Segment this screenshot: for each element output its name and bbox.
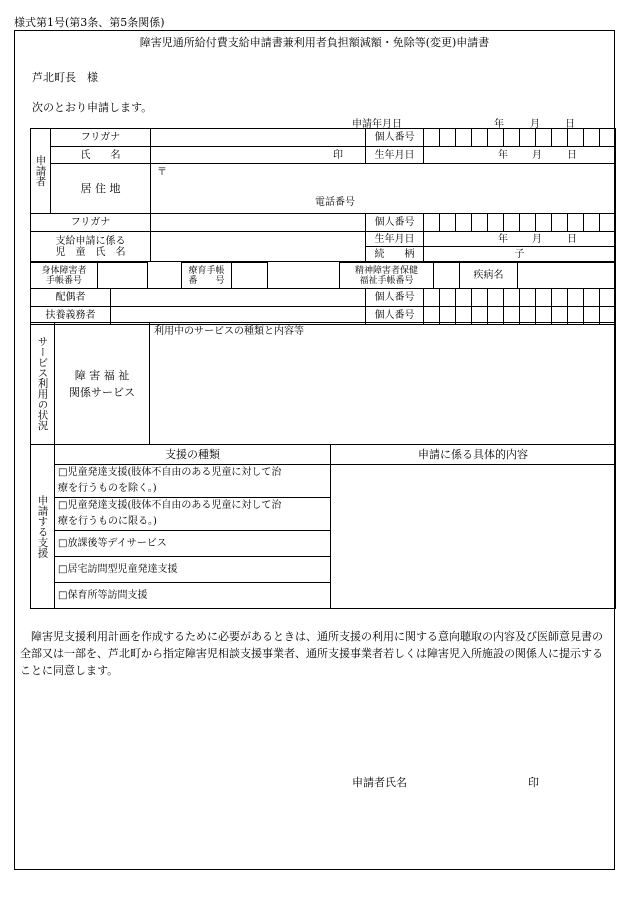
supporter-label: 扶養義務者 bbox=[31, 307, 111, 325]
applicant-name-field[interactable] bbox=[151, 147, 366, 164]
intro-text: 次のとおり申請します。 bbox=[32, 101, 153, 114]
applicant-furigana-field[interactable] bbox=[151, 129, 366, 147]
application-date-day: 日 bbox=[565, 119, 575, 130]
support-item-3[interactable]: □放課後等デイサービス bbox=[55, 531, 331, 557]
disease-label: 疾病名 bbox=[460, 263, 518, 289]
service-use-table bbox=[30, 322, 616, 445]
mental-cert-field[interactable] bbox=[434, 263, 460, 289]
form-number: 様式第1号(第3条、第5条関係) bbox=[14, 16, 165, 29]
application-date-month: 月 bbox=[530, 119, 540, 130]
phone-label: 電話番号 bbox=[315, 197, 355, 208]
ryoiku-cert-label: 療育手帳 番 号 bbox=[182, 263, 232, 289]
applicant-address-field[interactable] bbox=[151, 164, 616, 214]
support-table bbox=[30, 444, 616, 609]
certificate-table bbox=[30, 262, 616, 289]
child-birthdate-label: 生年月日 bbox=[366, 232, 424, 247]
family-table bbox=[30, 288, 616, 325]
child-furigana-field[interactable] bbox=[151, 214, 366, 232]
signature-label: 申請者氏名 bbox=[352, 776, 407, 789]
applicant-birthdate-label: 生年月日 bbox=[366, 147, 424, 164]
postal-mark: 〒 bbox=[157, 167, 167, 178]
support-item-1[interactable]: □児童発達支援(肢体不自由のある児童に対して治 療を行うものを除く。) bbox=[55, 465, 331, 498]
spouse-kojin-bangou-label: 個人番号 bbox=[366, 289, 424, 307]
form-title: 障害児通所給付費支給申請書兼利用者負担額減額・免除等(変更)申請書 bbox=[139, 36, 490, 49]
spouse-label: 配偶者 bbox=[31, 289, 111, 307]
support-item-4[interactable]: □居宅訪問型児童発達支援 bbox=[55, 557, 331, 583]
support-detail-field[interactable] bbox=[331, 465, 616, 609]
support-type-header: 支援の種類 bbox=[55, 445, 331, 465]
child-kojin-bangou-label: 個人番号 bbox=[366, 214, 424, 232]
service-use-row-label: 障 害 福 祉 関係サービス bbox=[55, 323, 150, 445]
physical-cert-label: 身体障害者 手帳番号 bbox=[31, 263, 98, 289]
physical-cert-field[interactable] bbox=[98, 263, 148, 289]
applicant-birthdate-field[interactable]: 年 月 日 bbox=[424, 147, 616, 164]
disease-field[interactable] bbox=[518, 263, 616, 289]
support-item-5[interactable]: □保育所等訪問支援 bbox=[55, 583, 331, 609]
child-relation-value: 子 bbox=[424, 247, 616, 262]
applicant-table bbox=[30, 128, 616, 262]
service-use-section-label: サービス利用の状況 bbox=[31, 323, 55, 445]
child-birthdate-field[interactable]: 年 月 日 bbox=[424, 232, 616, 247]
application-date-year: 年 bbox=[494, 119, 504, 130]
spouse-field[interactable] bbox=[111, 289, 366, 307]
consent-text: 障害児支援利用計画を作成するために必要があるときは、通所支援の利用に関する意向聴取の内容及び医師意見書の全部又は一部を、芦北町から指定障害児相談支援事業者、通所支援事業者若しくは障害児入所施設の関係人に提示することに同意します。 bbox=[20, 630, 603, 677]
applicant-name-label: 氏 名 bbox=[51, 147, 151, 164]
child-relation-label: 続 柄 bbox=[366, 247, 424, 262]
service-use-content-label: 利用中のサービスの種類と内容等 bbox=[154, 326, 304, 337]
applicant-furigana-label: フリガナ bbox=[51, 129, 151, 147]
child-furigana-label: フリガナ bbox=[31, 214, 151, 232]
application-date-label: 申請年月日 bbox=[352, 119, 402, 130]
applicant-kojin-bangou-field[interactable] bbox=[424, 129, 616, 147]
applicant-kojin-bangou-label: 個人番号 bbox=[366, 129, 424, 147]
applicant-section-label: 申請者 bbox=[31, 129, 51, 214]
mental-cert-label: 精神障害者保健 福祉手帳番号 bbox=[340, 263, 434, 289]
support-detail-header: 申請に係る具体的内容 bbox=[331, 445, 616, 465]
signature-seal: 印 bbox=[528, 776, 539, 789]
child-name-field[interactable] bbox=[151, 232, 366, 262]
service-use-content-field[interactable] bbox=[150, 323, 616, 445]
ryoiku-cert-field[interactable] bbox=[232, 263, 268, 289]
addressee: 芦北町長 様 bbox=[32, 71, 98, 84]
support-item-2[interactable]: □児童発達支援(肢体不自由のある児童に対して治 療を行うものに限る。) bbox=[55, 498, 331, 531]
applicant-seal: 印 bbox=[333, 149, 343, 161]
spouse-kojin-bangou-field[interactable] bbox=[424, 289, 616, 307]
supporter-kojin-bangou-label: 個人番号 bbox=[366, 307, 424, 325]
applicant-address-label: 居 住 地 bbox=[51, 164, 151, 214]
support-section-label: 申請する支援 bbox=[31, 445, 55, 609]
child-kojin-bangou-field[interactable] bbox=[424, 214, 616, 232]
child-name-label: 支給申請に係る 児 童 氏 名 bbox=[31, 232, 151, 262]
